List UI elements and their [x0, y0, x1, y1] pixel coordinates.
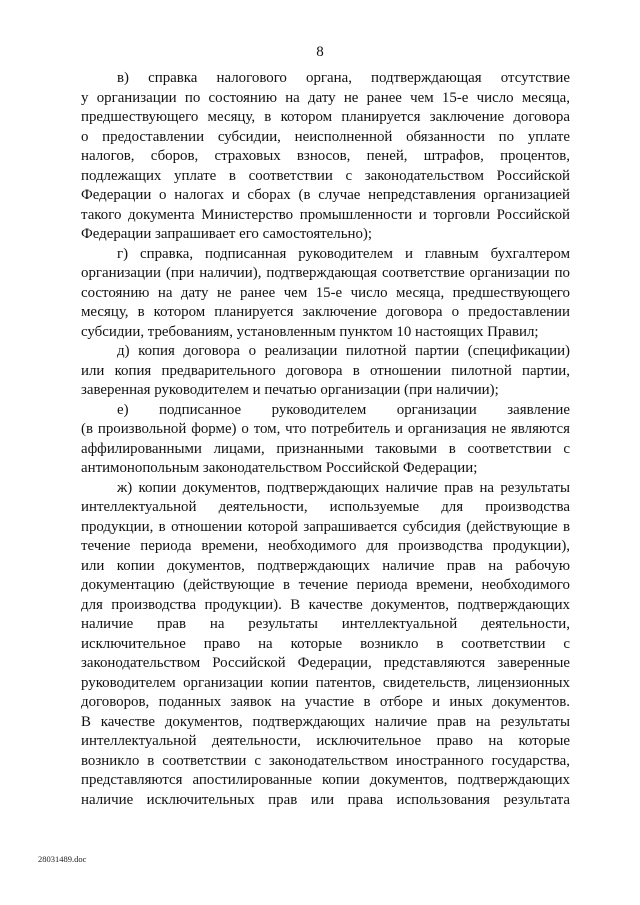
text-line: организации (при наличии), подтверждающая соответствие организации по [81, 265, 570, 281]
text-line: договоров, поданных заявок на участие в отборе и иных документов. [81, 694, 570, 710]
text-line: течение периода времени, необходимого для производства продукции), [81, 538, 570, 554]
text-line: е) подписанное руководителем организации заявление [117, 401, 570, 418]
text-line: у организации по состоянию на дату не ранее чем 15-е число месяца, [81, 89, 570, 106]
text-line: В качестве документов, подтверждающих наличие прав на результаты [81, 713, 570, 730]
text-line: (в произвольной форме) о том, что потребитель и организация не являются [81, 421, 570, 437]
text-line: или копия предварительного договора в отношении пилотной партии, [81, 362, 570, 379]
document-body [81, 69, 570, 810]
paragraph-g [81, 245, 570, 343]
text-line: д) копия договора о реализации пилотной партии (спецификации) [117, 343, 570, 359]
text-line: г) справка, подписанная руководителем и главным бухгалтером [117, 245, 570, 262]
text-line: субсидии, требованиям, установленным пунктом 10 настоящих Правил; [81, 323, 539, 340]
text-line: документацию (действующие в течение периода времени, необходимого [81, 577, 570, 593]
text-line: подлежащих уплате в соответствии с законодательством Российской [81, 167, 570, 184]
text-line: о предоставлении субсидии, неисполненной обязанности по уплате [81, 128, 570, 145]
text-line: Федерации запрашивает его самостоятельно); [81, 226, 373, 242]
text-line: заверенная руководителем и печатью организации (при наличии); [81, 382, 499, 398]
text-line: в) справка налогового органа, подтверждающая отсутствие [117, 70, 570, 86]
text-line: предшествующего месяцу, в котором планируется заключение договора [81, 109, 570, 125]
text-line: продукции, в отношении которой запрашивается субсидия (действующие в [81, 518, 570, 535]
paragraph-zh [81, 479, 570, 811]
paragraph-v [81, 69, 570, 245]
text-line: исключительное право на которые возникло в соответствии с [81, 635, 570, 652]
text-line: Федерации о налогах и сборах (в случае непредставления организацией [81, 187, 570, 203]
text-line: месяцу, в котором планируется заключение договора о предоставлении [81, 304, 570, 320]
paragraph-e [81, 401, 570, 479]
text-line: для производства продукции). В качестве документов, подтверждающих [81, 596, 570, 613]
text-line: представляются апостилированные копии документов, подтверждающих [81, 772, 570, 788]
text-line: налогов, сборов, страховых взносов, пеней, штрафов, процентов, [81, 148, 570, 164]
paragraph-d [81, 342, 570, 401]
text-line: такого документа Министерство промышленности и торговли Российской [81, 206, 570, 223]
text-line: возникло в соответствии с законодательством иностранного государства, [81, 752, 570, 769]
text-line: ж) копии документов, подтверждающих наличие прав на результаты [117, 479, 570, 496]
text-line: антимонопольным законодательством Российской Федерации; [81, 460, 478, 476]
footer-filename: 28031489.doc [38, 854, 87, 864]
text-line: наличие прав на результаты интеллектуальной деятельности, [81, 616, 570, 632]
text-line: интеллектуальной деятельности, используемые для производства [81, 499, 570, 515]
text-line: аффилированными лицами, признанными таковыми в соответствии с [81, 440, 570, 457]
text-line: интеллектуальной деятельности, исключительное право на которые [81, 733, 570, 749]
text-line: руководителем организации копии патентов, свидетельств, лицензионных [81, 674, 570, 691]
page-number: 8 [316, 44, 324, 60]
text-line: состоянию на дату не ранее чем 15-е число месяца, предшествующего [81, 284, 570, 301]
text-line: законодательством Российской Федерации, представляются заверенные [81, 655, 570, 671]
text-line: или копии документов, подтверждающих наличие прав на рабочую [81, 557, 570, 574]
text-line: наличие исключительных прав или права использования результата [81, 791, 570, 808]
